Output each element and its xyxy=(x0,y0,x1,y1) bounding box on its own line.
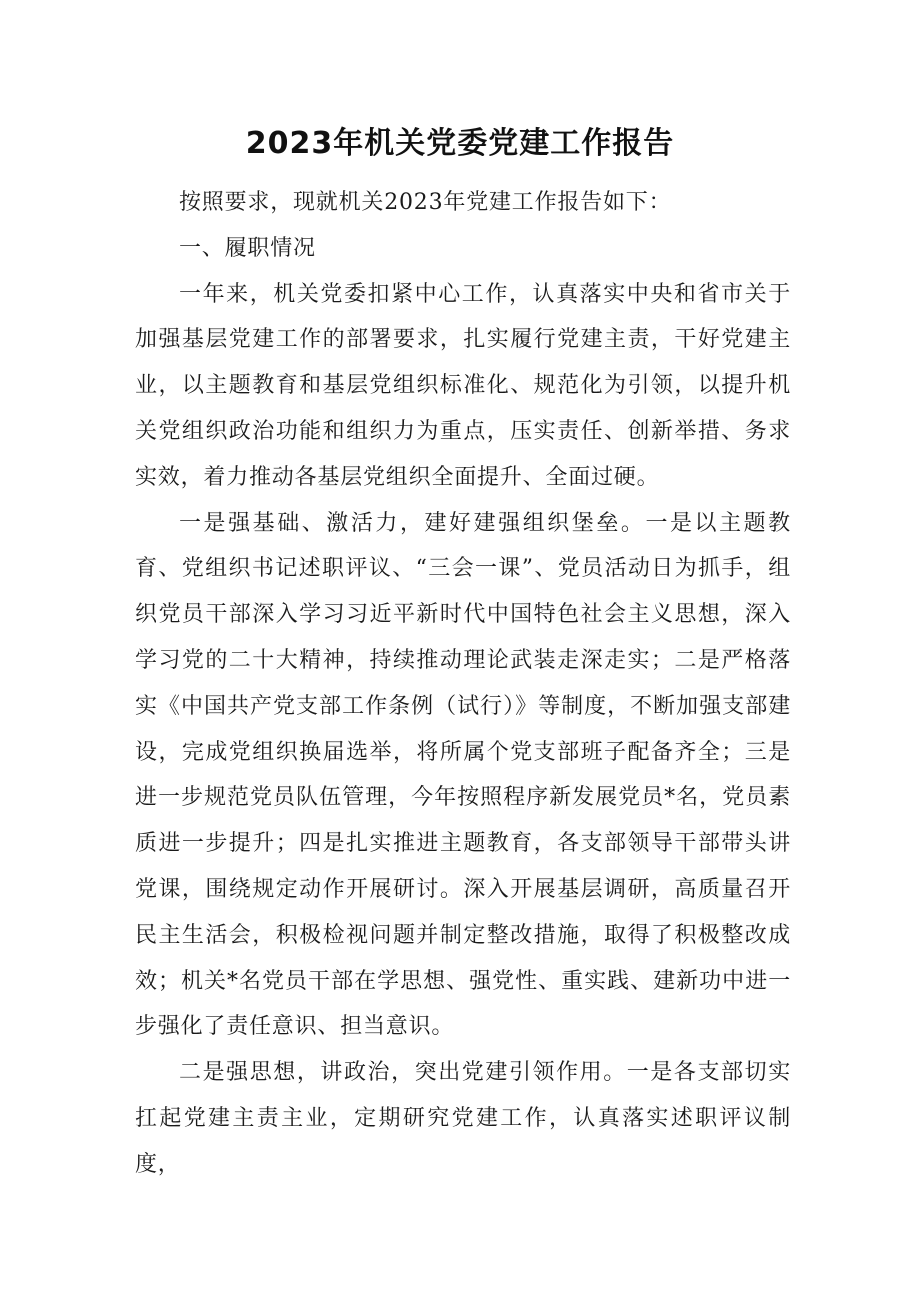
body-paragraph: 二是强思想，讲政治，突出党建引领作用。一是各支部切实扛起党建主责主业，定期研究党建工作，认真落实述职评议制度， xyxy=(135,1060,791,1177)
body-paragraph: 一年来，机关党委扣紧中心工作，认真落实中央和省市关于加强基层党建工作的部署要求，扎实履行党建主责，干好党建主业，以主题教育和基层党组织标准化、规范化为引领，以提升机关党组织政治功能和组织力为重点，压实责任、创新举措、务求实效，着力推动各基层党组织全面提升、全面过硬。 xyxy=(135,281,791,490)
section-heading: 一、履职情况 xyxy=(179,235,316,261)
body-paragraph: 一是强基础、激活力，建好建强组织堡垒。一是以主题教育、党组织书记述职评议、“三会一课”、党员活动日为抓手，组织党员干部深入学习习近平新时代中国特色社会主义思想，深入学习党的二十大精神，持续推动理论武装走深走实；二是严格落实《中国共产党支部工作条例（试行）》等制度，不断加强支部建设，完成党组织换届选举，将所属个党支部班子配备齐全；三是进一步规范党员队伍管理，今年按照程序新发展党员*名，党员素质进一步提升；四是扎实推进主题教育，各支部领导干部带头讲党课，围绕规定动作开展研讨。深入开展基层调研，高质量召开民主生活会，积极检视问题并制定整改措施，取得了积极整改成效；机关*名党员干部在学思想、强党性、重实践、建新功中进一步强化了责任意识、担当意识。 xyxy=(135,510,791,1040)
document-title: 2023年机关党委党建工作报告 xyxy=(245,126,675,161)
document-body xyxy=(135,180,791,1188)
intro-paragraph: 按照要求，现就机关2023年党建工作报告如下： xyxy=(179,190,672,215)
